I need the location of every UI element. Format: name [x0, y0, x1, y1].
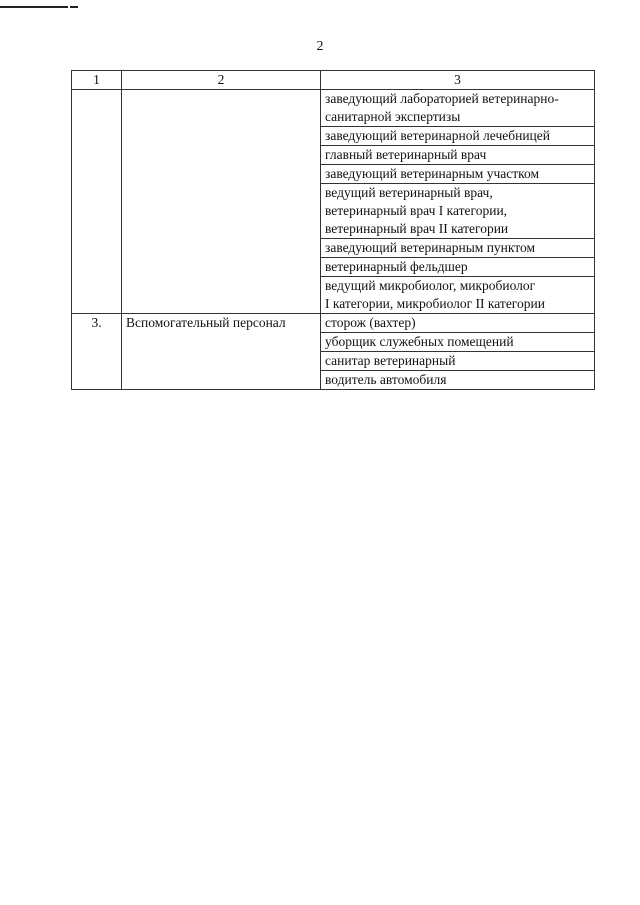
position-text: I категории, микробиолог II категории — [325, 296, 545, 311]
position-text: заведующий ветеринарным пунктом — [325, 240, 536, 255]
position-text: заведующий ветеринарным участком — [325, 166, 540, 181]
table-row — [72, 314, 595, 333]
table-header-row — [72, 71, 595, 90]
position-text: санитарной экспертизы — [325, 109, 461, 124]
position-cell — [321, 258, 595, 277]
position-text: ветеринарный фельдшер — [325, 259, 468, 274]
staff-group-cell — [122, 90, 321, 314]
position-text: ведущий ветеринарный врач, — [325, 185, 493, 200]
position-cell — [321, 333, 595, 352]
column-header-1: 1 — [72, 71, 122, 90]
position-text: водитель автомобиля — [325, 372, 447, 387]
position-cell — [321, 127, 595, 146]
table-body — [72, 90, 595, 390]
header-rule-dash — [70, 6, 78, 8]
position-cell — [321, 165, 595, 184]
position-text: ветеринарный врач II категории — [325, 221, 509, 236]
positions-table — [71, 70, 595, 390]
position-cell — [321, 90, 595, 127]
row-number-cell — [72, 90, 122, 314]
column-header-2: 2 — [122, 71, 321, 90]
position-text: уборщик служебных помещений — [325, 334, 514, 349]
position-text: заведующий лабораторией ветеринарно- — [325, 91, 559, 106]
position-cell — [321, 371, 595, 390]
position-text: ведущий микробиолог, микробиолог — [325, 278, 536, 293]
position-text: заведующий ветеринарной лечебницей — [325, 128, 550, 143]
position-text: сторож (вахтер) — [325, 315, 416, 330]
position-cell — [321, 184, 595, 239]
table-row — [72, 90, 595, 127]
row-number-cell: 3. — [72, 314, 122, 390]
position-cell — [321, 146, 595, 165]
column-header-3: 3 — [321, 71, 595, 90]
position-cell — [321, 352, 595, 371]
position-cell — [321, 239, 595, 258]
position-cell — [321, 277, 595, 314]
position-cell — [321, 314, 595, 333]
staff-group-cell: Вспомогательный персонал — [122, 314, 321, 390]
position-text: санитар ветеринарный — [325, 353, 456, 368]
position-text: главный ветеринарный врач — [325, 147, 487, 162]
page-number: 2 — [316, 39, 324, 54]
header-rule — [0, 6, 68, 8]
position-text: ветеринарный врач I категории, — [325, 203, 508, 218]
